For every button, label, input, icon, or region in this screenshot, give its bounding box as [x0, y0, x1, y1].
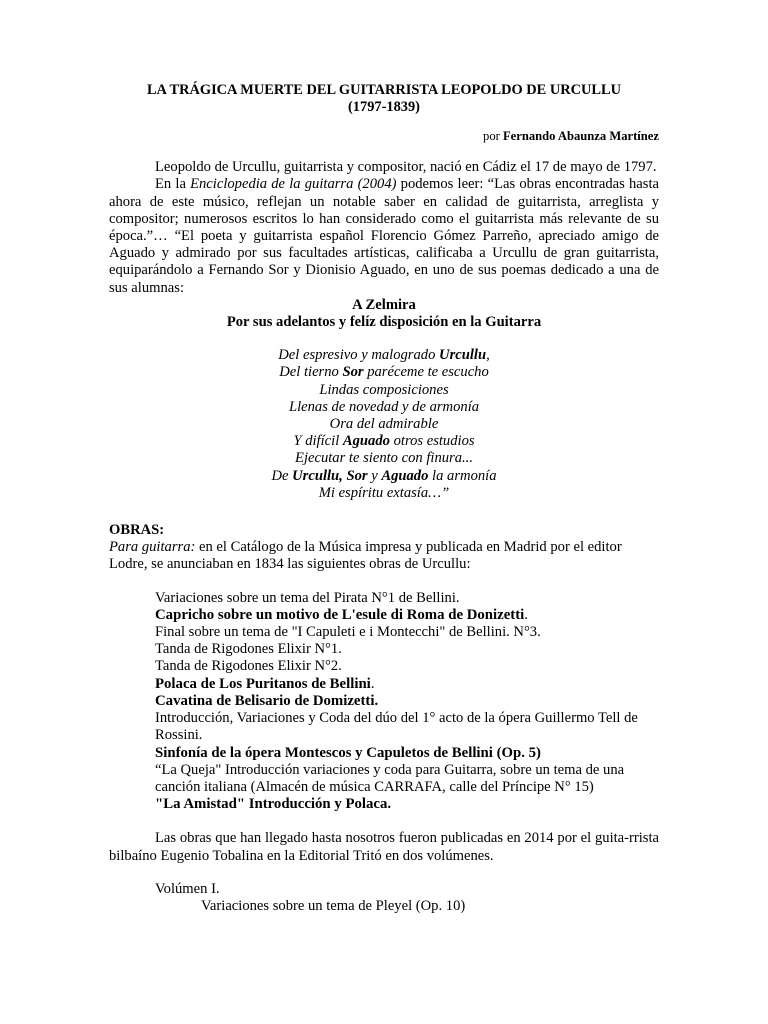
- work-title: Capricho sobre un motivo de L'esule di Roma de Donizetti: [155, 606, 525, 623]
- title-line-1: LA TRÁGICA MUERTE DEL GUITARRISTA LEOPOLDO DE URCULLU: [146, 82, 622, 98]
- document-page: [109, 82, 659, 915]
- poem-text: Del tierno: [279, 364, 343, 381]
- poem-line: Mi espíritu extasía…”: [318, 484, 450, 501]
- dedication-line-1: A Zelmira: [352, 296, 416, 313]
- work-item: "La Amistad" Introducción y Polaca.: [155, 796, 392, 813]
- obras-intro-text: en el Catálogo de la Música impresa y publicada en Madrid por el editor Lodre, se anunciaban en 1834 las siguientes obras de Urcullu:: [109, 539, 622, 573]
- poem-name: Aguado: [342, 433, 390, 450]
- poem-line: [109, 364, 659, 381]
- work-item: [155, 607, 659, 624]
- work-item: Introducción, Variaciones y Coda del dúo del 1° acto de la ópera Guillermo Tell de Rossini.: [155, 710, 638, 744]
- encyclopedia-title: Enciclopedia de la guitarra (2004): [190, 176, 397, 193]
- work-title: Polaca de Los Puritanos de Bellini: [155, 675, 371, 692]
- obras-intro-label: Para guitarra:: [109, 539, 196, 556]
- author-line: [109, 128, 659, 145]
- poem-text: De: [271, 467, 293, 484]
- poem-line: Ora del admirable: [329, 416, 439, 433]
- poem-text: ,: [486, 347, 490, 364]
- para2-rest: podemos leer: “Las obras encontradas hasta ahora de este músico, reflejan un notable saber en calidad de guitarrista, arreglista y compositor; numerosos escritos lo han considerado como el guitarrista más relevante de su época.”… “El poeta y guitarrista español Florencio Gómez Parreño, apreciado amigo de Aguado y admirado por sus facultades artísticas, calificaba a Urcullu de gran guitarrista, equiparándolo a Fernando Sor y Dionisio Aguado, en uno de sus poemas dedicado a una de sus alumnas:: [109, 176, 659, 296]
- author-prefix: por: [483, 129, 503, 143]
- dedication-line-2: Por sus adelantos y felíz disposición en la Guitarra: [226, 314, 542, 331]
- work-item: Final sobre un tema de "I Capuleti e i Montecchi" de Bellini. N°3.: [155, 624, 541, 641]
- poem-name: Aguado: [381, 467, 429, 484]
- works-list: [109, 590, 659, 814]
- poem-line: Llenas de novedad y de armonía: [288, 398, 480, 415]
- volume-heading: Volúmen I.: [155, 880, 220, 897]
- poem-text: otros estudios: [389, 433, 475, 450]
- poem-name: Urcullu, Sor: [292, 467, 368, 484]
- poem-dedication: [109, 297, 659, 331]
- work-punct: .: [370, 675, 375, 692]
- work-item: “La Queja" Introducción variaciones y coda para Guitarra, sobre un tema de una canción italiana (Almacén de música CARRAFA, calle del Príncipe N° 15): [155, 761, 625, 795]
- poem-name: Urcullu: [439, 347, 487, 364]
- paragraph-publication: Las obras que han llegado hasta nosotros fueron publicadas en 2014 por el guita-rrista bilbaíno Eugenio Tobalina en la Editorial Tritó en dos volúmenes.: [109, 830, 659, 864]
- poem-text: y: [367, 467, 382, 484]
- para2-start: En la: [155, 176, 191, 193]
- author-name: Fernando Abaunza Martínez: [502, 129, 659, 143]
- poem-text: Del espresivo y malogrado: [278, 347, 440, 364]
- work-item: Sinfonía de la ópera Montescos y Capuletos de Bellini (Op. 5): [155, 744, 541, 761]
- poem-text: la armonía: [428, 467, 497, 484]
- work-item: Tanda de Rigodones Elixir N°1.: [155, 641, 342, 658]
- poem-line: [109, 433, 659, 450]
- paragraph-encyclopedia: [109, 176, 659, 296]
- work-item: Cavatina de Belisario de Domizetti.: [155, 692, 379, 709]
- obras-heading: OBRAS:: [109, 522, 165, 539]
- title-line-2: (1797-1839): [348, 99, 420, 115]
- poem-line: [109, 347, 659, 364]
- work-item: Variaciones sobre un tema del Pirata N°1 de Bellini.: [155, 589, 460, 606]
- volume-item: Variaciones sobre un tema de Pleyel (Op. 10): [201, 897, 466, 914]
- poem-line: Lindas composiciones: [319, 381, 449, 398]
- paragraph-birth: Leopoldo de Urcullu, guitarrista y compositor, nació en Cádiz el 17 de mayo de 1797.: [155, 159, 657, 176]
- poem: [109, 347, 659, 502]
- obras-intro: [109, 539, 659, 573]
- poem-name: Sor: [342, 364, 364, 381]
- poem-text: paréceme te escucho: [363, 364, 489, 381]
- work-item: [155, 676, 659, 693]
- poem-line: [109, 468, 659, 485]
- poem-line: Ejecutar te siento con finura...: [295, 450, 473, 467]
- work-item: Tanda de Rigodones Elixir N°2.: [155, 658, 342, 675]
- work-punct: .: [524, 606, 528, 623]
- poem-text: Y difícil: [293, 433, 343, 450]
- document-title: [109, 82, 659, 116]
